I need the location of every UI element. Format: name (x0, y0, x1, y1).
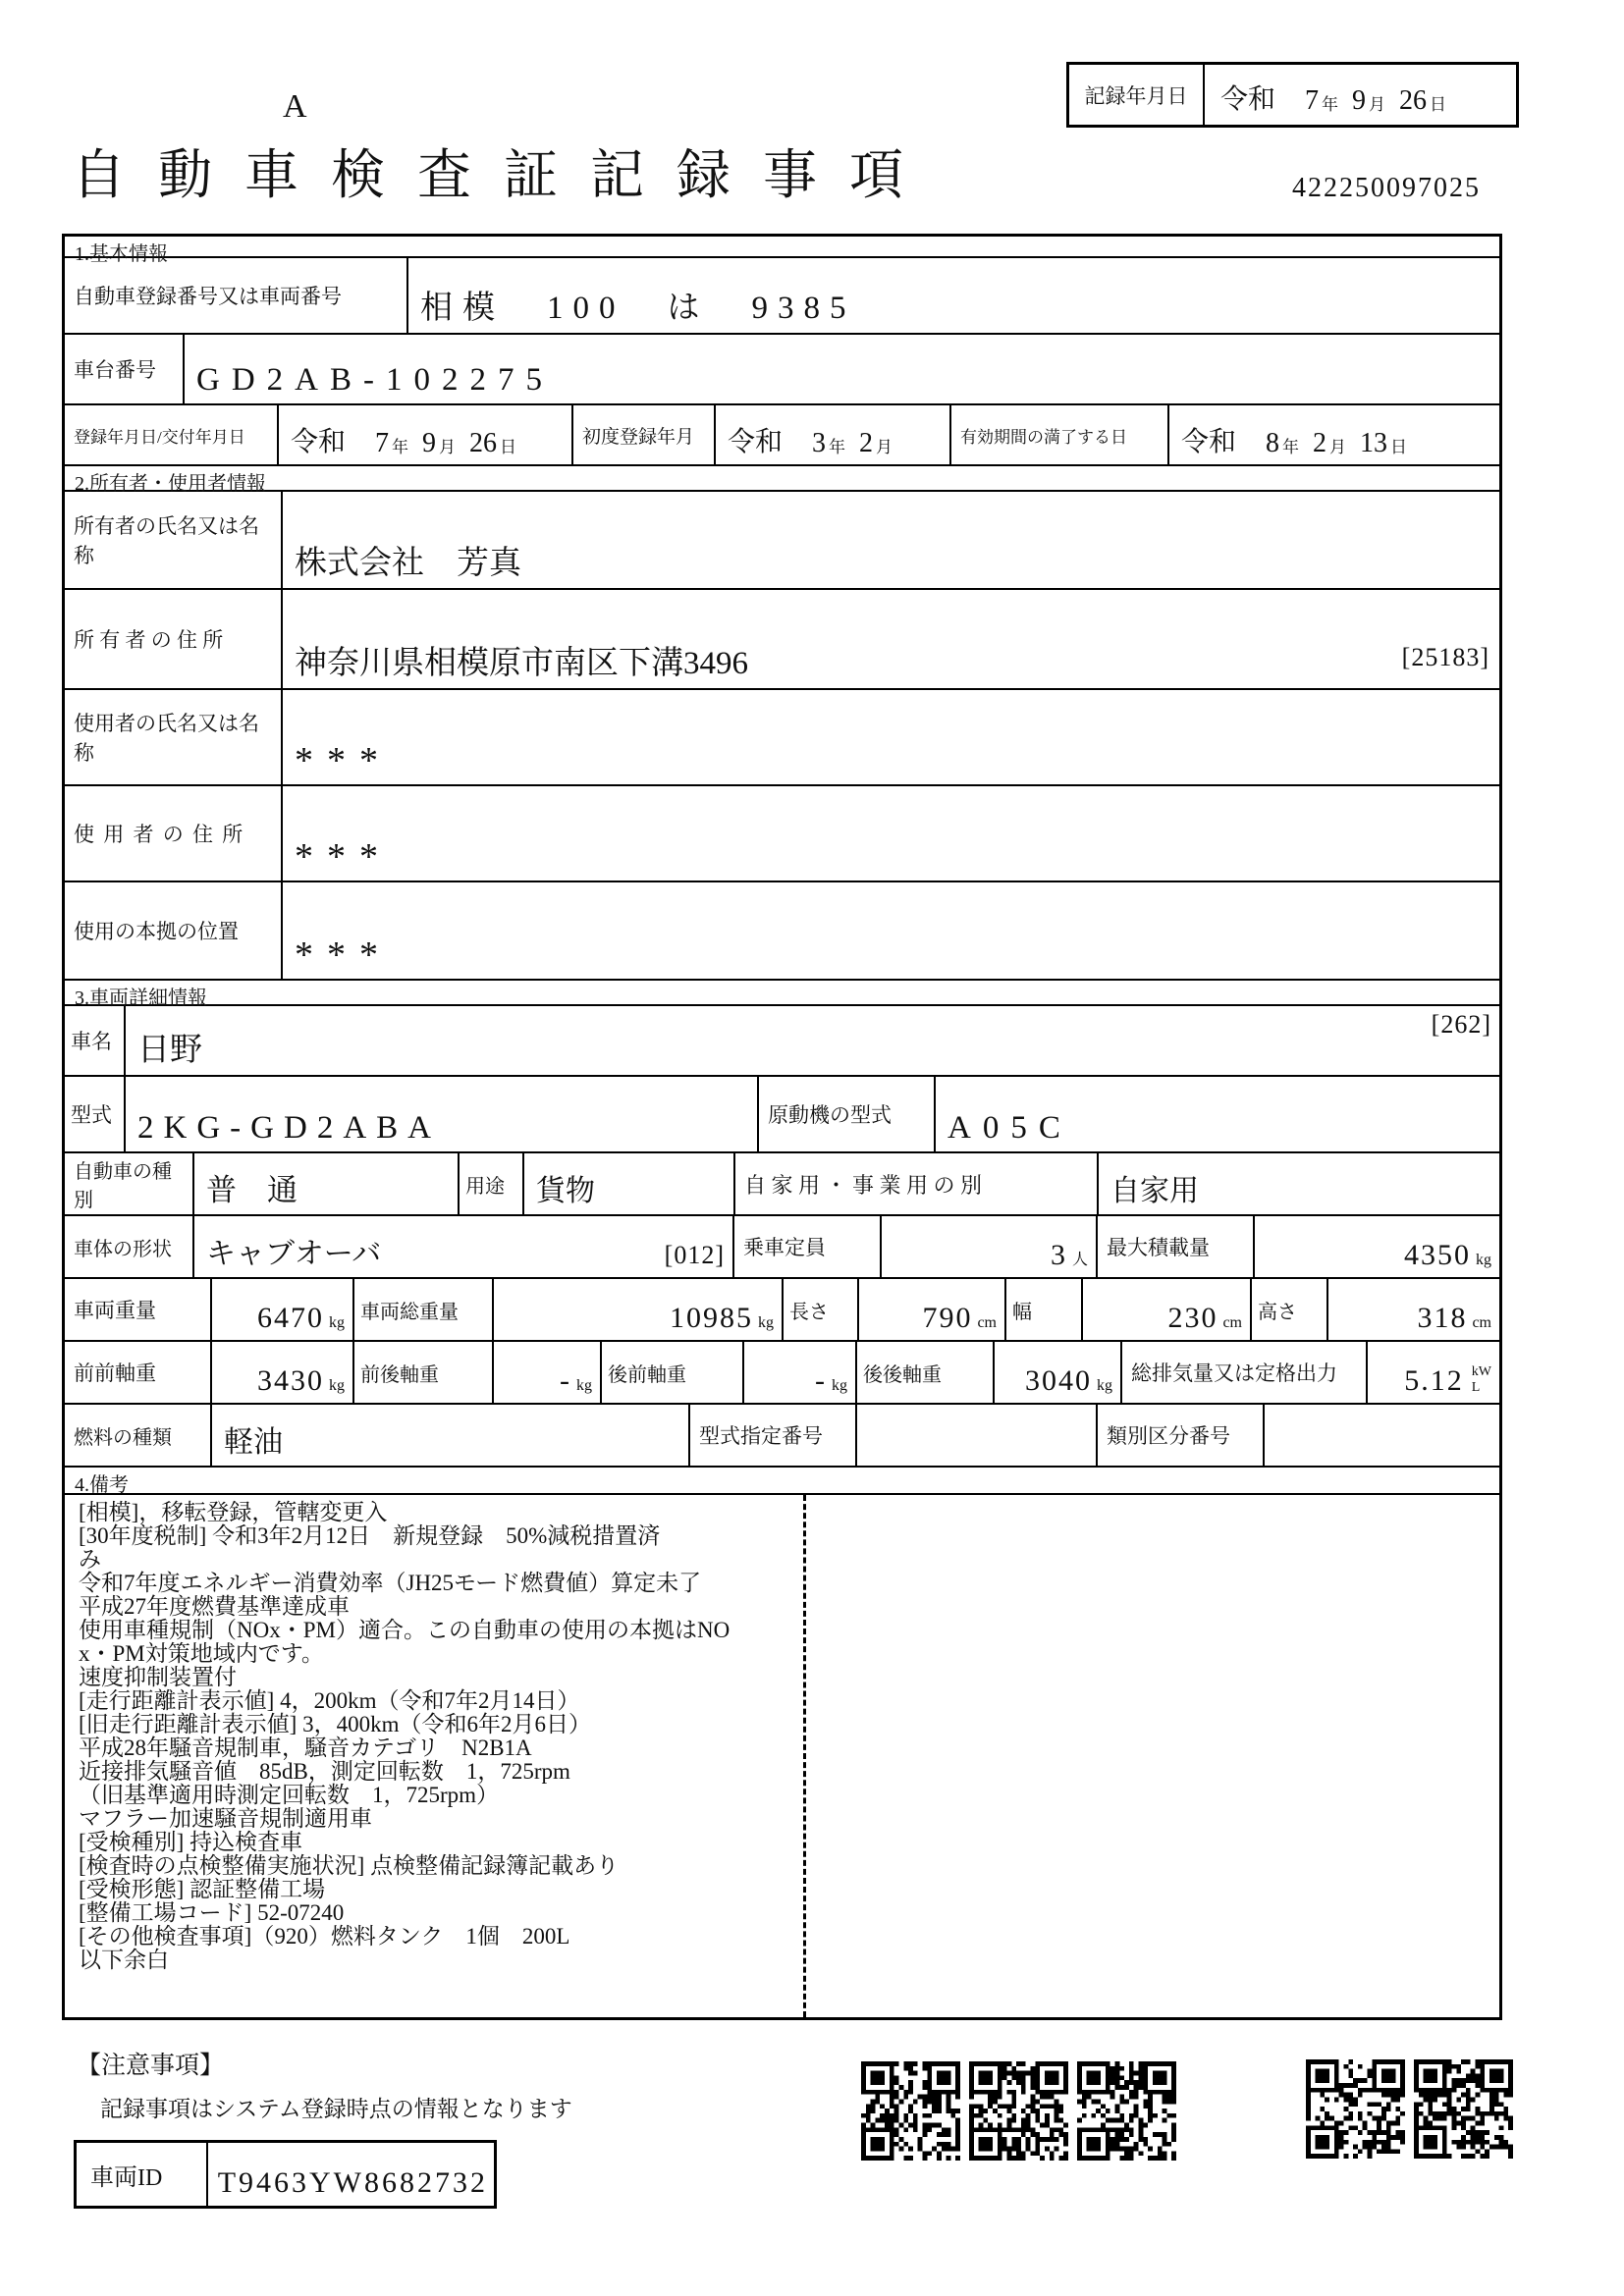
vehicle-id-box (74, 2140, 497, 2209)
usage-value (524, 1153, 735, 1214)
expiry-year-unit: 年 (1282, 438, 1300, 456)
axle-rr-unit: kg (1097, 1377, 1112, 1394)
qr-code (861, 2061, 960, 2161)
record-date-day: 26 (1399, 85, 1428, 116)
record-date-year: 7 (1305, 85, 1320, 116)
owner-name-row (65, 492, 1499, 590)
fuel-text: 軽油 (224, 1426, 283, 1459)
reg-date-value (279, 405, 573, 464)
weight-number: 6470 (257, 1302, 324, 1334)
main-table (62, 234, 1502, 2020)
reg-number-row (65, 258, 1499, 335)
owner-address-row (65, 590, 1499, 690)
first-reg-value (716, 405, 951, 464)
record-date-year-unit: 年 (1322, 95, 1339, 114)
axle-rf-value (744, 1342, 857, 1403)
fuel-row (65, 1405, 1499, 1468)
weights-row (65, 1279, 1499, 1342)
qr-group-right (1306, 2059, 1513, 2159)
expiry-era: 令和 (1181, 427, 1237, 457)
record-date-day-unit: 日 (1430, 95, 1447, 114)
body-shape-text: キャブオーバ (206, 1238, 382, 1270)
page-title: 自動車検査証記録事項 (72, 145, 937, 205)
capacity-label: 乗車定員 (734, 1216, 882, 1277)
reg-date-year-unit: 年 (392, 438, 409, 456)
reg-date-day-unit: 日 (500, 438, 517, 456)
remarks-text (65, 1495, 1499, 1972)
base-location-row (65, 882, 1499, 981)
ownership-text: 自家用 (1110, 1175, 1199, 1207)
reg-date-era: 令和 (291, 427, 347, 457)
displacement-number: 5.12 (1404, 1364, 1464, 1397)
engine-model-text: A05C (947, 1110, 1072, 1146)
body-shape-label: 車体の形状 (65, 1216, 194, 1277)
axle-fr-unit: kg (576, 1377, 592, 1394)
gross-weight-label: 車両総重量 (354, 1279, 494, 1340)
width-value (1083, 1279, 1252, 1340)
remark-line: 以下余白 (79, 1948, 169, 1972)
gross-weight-number: 10985 (670, 1302, 753, 1334)
car-name-value (126, 1006, 1499, 1075)
category-label: 自動車の種別 (65, 1153, 194, 1214)
chassis-number-value (185, 335, 1499, 403)
qr-group-left (861, 2061, 1176, 2161)
expiry-label: 有効期間の満了する日 (951, 405, 1169, 464)
category-text: 普 通 (206, 1173, 298, 1207)
reg-date-label: 登録年月日/交付年月日 (65, 405, 279, 464)
remark-line: [走行距離計表示値] 4，200km（令和7年2月14日） (79, 1688, 580, 1713)
first-reg-label: 初度登録年月 (573, 405, 716, 464)
record-date-month-unit: 月 (1369, 95, 1386, 114)
body-shape-value (194, 1216, 734, 1277)
notice-text: 記録事項はシステム登録時点の情報となります (100, 2097, 572, 2121)
first-reg-month: 2 (859, 428, 874, 458)
axle-rf-label: 後前軸重 (602, 1342, 744, 1403)
user-address-label: 使 用 者 の 住 所 (65, 786, 283, 881)
capacity-number: 3 (1050, 1239, 1067, 1271)
user-address-row (65, 786, 1499, 882)
reg-number-value (408, 258, 1499, 333)
engine-model-label: 原動機の型式 (759, 1077, 936, 1151)
axle-rr-value (995, 1342, 1122, 1403)
remark-line: [受検種別] 持込検査車 (79, 1830, 303, 1854)
axle-ff-number: 3430 (257, 1364, 324, 1397)
chassis-number-label: 車台番号 (65, 335, 185, 403)
reg-date-year: 7 (375, 428, 390, 458)
category-row (65, 1153, 1499, 1216)
qr-code (969, 2061, 1068, 2161)
axle-rf-number: - (815, 1364, 827, 1397)
remark-line: [30年度税制] 令和3年2月12日 新規登録 50%減税措置済 (79, 1523, 661, 1548)
dates-row (65, 405, 1499, 466)
remark-line: x・PM対策地域内です。 (79, 1641, 324, 1666)
model-row (65, 1077, 1499, 1153)
gross-weight-value (494, 1279, 784, 1340)
user-name-text: *** (295, 740, 392, 781)
record-date-month: 9 (1352, 85, 1367, 116)
record-date-era: 令和 (1220, 84, 1276, 115)
weight-unit: kg (329, 1314, 345, 1331)
height-value (1328, 1279, 1499, 1340)
reg-date-month: 9 (422, 428, 437, 458)
expiry-day-unit: 日 (1390, 438, 1408, 456)
first-reg-year-unit: 年 (829, 438, 846, 456)
car-name-label: 車名 (65, 1006, 126, 1075)
type-approval-label: 型式指定番号 (690, 1405, 857, 1466)
axle-rr-number: 3040 (1025, 1364, 1092, 1397)
height-unit: cm (1472, 1314, 1491, 1331)
user-name-label: 使用者の氏名又は名称 (65, 690, 283, 784)
width-unit: cm (1222, 1314, 1242, 1331)
expiry-value (1169, 405, 1499, 464)
owner-address-label: 所 有 者 の 住 所 (65, 590, 283, 688)
height-number: 318 (1417, 1302, 1468, 1334)
remark-line: [旧走行距離計表示値] 3，400km（令和6年2月6日） (79, 1712, 591, 1736)
section-owner-header: 2.所有者・使用者情報 (65, 466, 1499, 492)
remarks-divider (803, 1495, 806, 2017)
ownership-value (1099, 1153, 1499, 1214)
remark-line: [受検形態] 認証整備工場 (79, 1877, 326, 1901)
width-label: 幅 (1006, 1279, 1083, 1340)
width-number: 230 (1167, 1302, 1218, 1334)
displacement-value (1368, 1342, 1499, 1403)
remark-line: [その他検査事項]（920）燃料タンク 1個 200L (79, 1924, 570, 1949)
owner-name-label: 所有者の氏名又は名称 (65, 492, 283, 588)
car-name-code: [262] (1431, 1010, 1491, 1039)
owner-address-code: [25183] (1401, 643, 1489, 671)
body-shape-code: [012] (664, 1241, 725, 1269)
owner-address-text: 神奈川県相模原市南区下溝3496 (295, 646, 748, 681)
user-address-text: *** (295, 836, 392, 878)
fuel-value (212, 1405, 690, 1466)
capacity-unit: 人 (1071, 1252, 1088, 1268)
remarks-body (65, 1495, 1499, 2017)
displacement-unit-kw: kW (1471, 1363, 1491, 1379)
length-label: 長さ (784, 1279, 859, 1340)
remark-line: み (79, 1547, 101, 1572)
user-address-value (283, 786, 1499, 881)
remark-line: 近接排気騒音値 85dB，測定回転数 1，725rpm (79, 1759, 570, 1784)
ownership-label: 自 家 用 ・ 事 業 用 の 別 (735, 1153, 1099, 1214)
owner-address-value (283, 590, 1499, 688)
displacement-label: 総排気量又は定格出力 (1122, 1342, 1368, 1403)
displacement-units (1472, 1364, 1491, 1398)
user-name-row (65, 690, 1499, 786)
max-load-unit: kg (1476, 1252, 1491, 1268)
gross-weight-unit: kg (758, 1314, 774, 1331)
reg-number-text: 相模 100 は 9385 (420, 291, 856, 326)
remark-line: [整備工場コード] 52-07240 (79, 1900, 345, 1925)
expiry-month: 2 (1313, 428, 1327, 458)
max-load-number: 4350 (1404, 1239, 1471, 1271)
remark-line: [相模]，移転登録，管轄変更入 (79, 1500, 388, 1524)
remark-line: マフラー加速騒音規制適用車 (79, 1806, 372, 1831)
first-reg-month-unit: 月 (876, 438, 893, 456)
reg-number-label: 自動車登録番号又は車両番号 (65, 258, 408, 333)
axle-ff-label: 前前軸重 (65, 1342, 212, 1403)
type-approval-value (857, 1405, 1098, 1466)
axle-ff-value (212, 1342, 354, 1403)
remark-line: [検査時の点検整備実施状況] 点検整備記録簿記載あり (79, 1853, 620, 1878)
axle-rr-label: 後後軸重 (857, 1342, 995, 1403)
doc-number: 422250097025 (1292, 173, 1481, 203)
chassis-number-row (65, 335, 1499, 405)
record-date-value (1205, 65, 1516, 125)
class-code-value (1265, 1405, 1499, 1466)
car-name-text: 日野 (137, 1033, 202, 1068)
expiry-day: 13 (1360, 428, 1388, 458)
body-shape-row (65, 1216, 1499, 1279)
model-value (126, 1077, 759, 1151)
length-number: 790 (922, 1302, 973, 1334)
base-location-label: 使用の本拠の位置 (65, 882, 283, 979)
section-vehicle-header: 3.車両詳細情報 (65, 981, 1499, 1006)
usage-label: 用途 (460, 1153, 524, 1214)
axle-ff-unit: kg (329, 1377, 345, 1394)
height-label: 高さ (1252, 1279, 1328, 1340)
max-load-value (1255, 1216, 1499, 1277)
class-code-label: 類別区分番号 (1098, 1405, 1265, 1466)
reg-date-day: 26 (469, 428, 498, 458)
expiry-month-unit: 月 (1329, 438, 1347, 456)
record-date-box (1066, 62, 1519, 128)
first-reg-year: 3 (812, 428, 827, 458)
axle-rf-unit: kg (832, 1377, 847, 1394)
vehicle-id-label: 車両ID (77, 2143, 208, 2206)
category-value (194, 1153, 460, 1214)
fuel-label: 燃料の種類 (65, 1405, 212, 1466)
owner-name-value (283, 492, 1499, 588)
model-text: 2KG-GD2ABA (137, 1110, 441, 1146)
length-unit: cm (977, 1314, 997, 1331)
displacement-unit-l: L (1471, 1379, 1481, 1395)
first-reg-era: 令和 (728, 427, 784, 457)
remark-line: 速度抑制装置付 (79, 1665, 237, 1689)
base-location-value (283, 882, 1499, 979)
length-value (859, 1279, 1006, 1340)
chassis-number-text: GD2AB-102275 (196, 362, 554, 398)
engine-model-value (936, 1077, 1499, 1151)
base-location-text: *** (295, 934, 392, 976)
axle-fr-value (494, 1342, 602, 1403)
page-code: A (283, 88, 307, 125)
notice-title: 【注意事項】 (77, 2053, 225, 2079)
section-remarks-header: 4.備考 (65, 1468, 1499, 1495)
axle-fr-label: 前後軸重 (354, 1342, 494, 1403)
qr-code (1414, 2059, 1513, 2159)
usage-text: 貨物 (536, 1175, 595, 1207)
remark-line: 平成28年騒音規制車，騒音カテゴリ N2B1A (79, 1735, 532, 1760)
qr-code (1077, 2061, 1176, 2161)
qr-code (1306, 2059, 1405, 2159)
weight-value (212, 1279, 354, 1340)
user-name-value (283, 690, 1499, 784)
axle-fr-number: - (560, 1364, 571, 1397)
remark-line: 平成27年度燃費基準達成車 (79, 1594, 350, 1619)
remark-line: （旧基準適用時測定回転数 1，725rpm） (79, 1783, 500, 1807)
record-date-label: 記録年月日 (1069, 65, 1205, 125)
axle-weights-row (65, 1342, 1499, 1405)
owner-name-text: 株式会社 芳真 (295, 546, 521, 581)
weight-label: 車両重量 (65, 1279, 212, 1340)
vehicle-id-value: T9463YW8682732 (217, 2166, 488, 2199)
remark-line: 令和7年度エネルギー消費効率（JH25モード燃費値）算定未了 (79, 1571, 702, 1595)
capacity-value (882, 1216, 1098, 1277)
expiry-year: 8 (1266, 428, 1280, 458)
max-load-label: 最大積載量 (1098, 1216, 1255, 1277)
car-name-row (65, 1006, 1499, 1077)
section-basic-header: 1.基本情報 (65, 237, 1499, 258)
model-label: 型式 (65, 1077, 126, 1151)
reg-date-month-unit: 月 (439, 438, 457, 456)
remark-line: 使用車種規制（NOx・PM）適合。この自動車の使用の本拠はNO (79, 1618, 731, 1642)
